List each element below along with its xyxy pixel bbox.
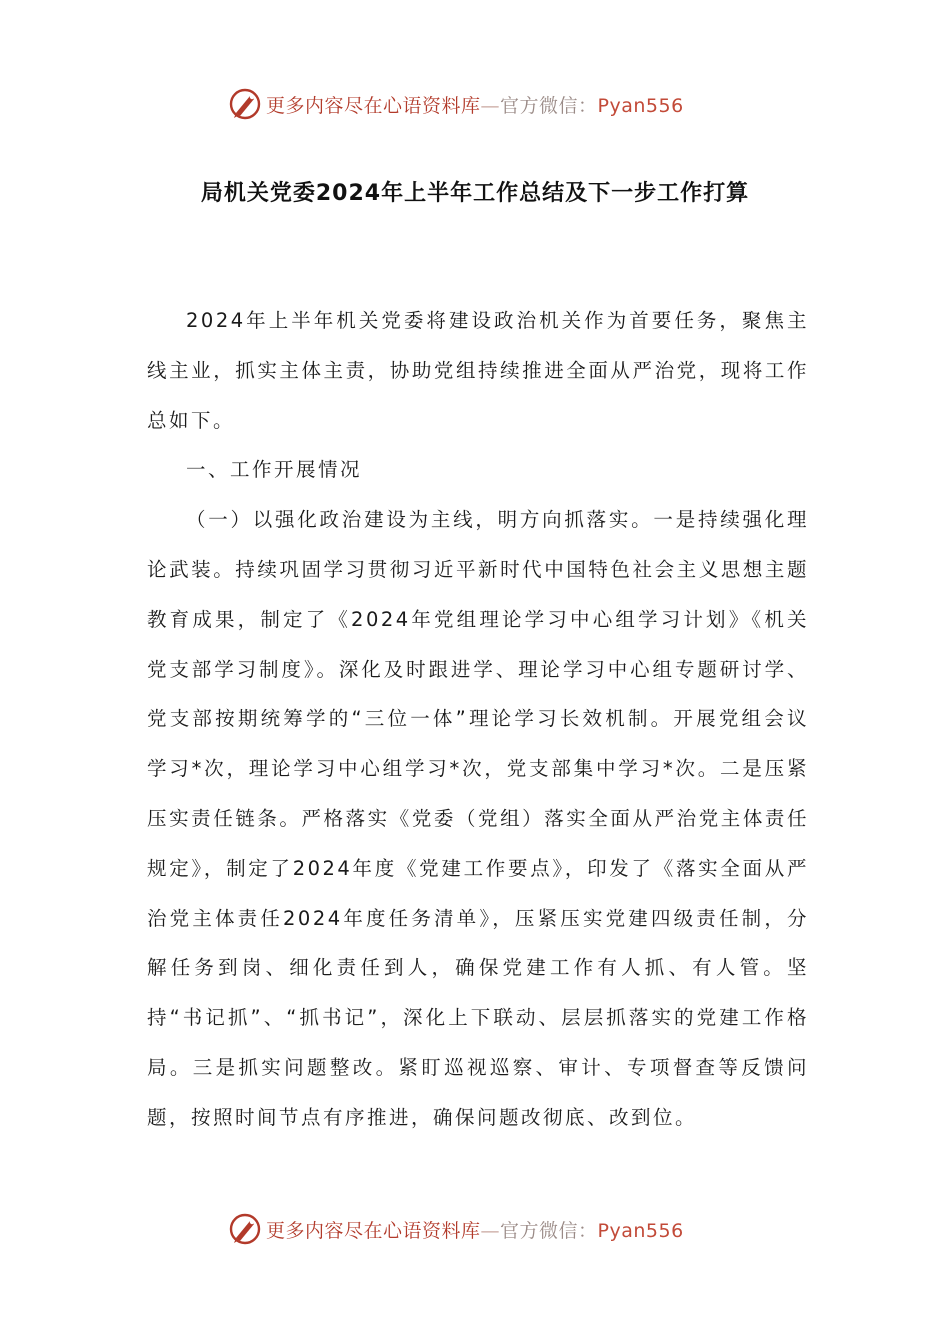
banner-wechat-label: 官方微信： <box>500 1219 598 1242</box>
document-body <box>147 296 809 1143</box>
banner-dash: — <box>480 1219 501 1242</box>
pen-circle-logo-icon <box>228 1212 262 1246</box>
banner-wechat-handle: Pyan556 <box>597 94 684 117</box>
section-heading: 一、工作开展情况 <box>186 458 363 482</box>
banner-caption <box>266 1216 684 1243</box>
banner-wechat-label: 官方微信： <box>500 94 598 117</box>
banner-site-name: 更多内容尽在心语资料库 <box>266 1219 481 1242</box>
banner-caption <box>266 91 684 118</box>
pen-circle-logo-icon <box>228 87 262 121</box>
watermark-banner-top <box>228 86 684 122</box>
banner-site-name: 更多内容尽在心语资料库 <box>266 94 481 117</box>
banner-wechat-handle: Pyan556 <box>597 1219 684 1242</box>
watermark-banner-bottom <box>228 1211 684 1247</box>
paragraph-intro: 2024年上半年机关党委将建设政治机关作为首要任务，聚焦主线主业，抓实主体主责，协助党组持续推进全面从严治党，现将工作总如下。 <box>147 309 809 432</box>
banner-dash: — <box>480 94 501 117</box>
document-title: 局机关党委2024年上半年工作总结及下一步工作打算 <box>200 181 750 206</box>
paragraph-section-1: （一）以强化政治建设为主线，明方向抓落实。一是持续强化理论武装。持续巩固学习贯彻习近平新时代中国特色社会主义思想主题教育成果，制定了《2024年党组理论学习中心组学习计划》《机关党支部学习制度》。深化及时跟进学、理论学习中心组专题研讨学、党支部按期统筹学的“三位一体”理论学习长效机制。开展党组会议学习*次，理论学习中心组学习*次，党支部集中学习*次。二是压紧压实责任链条。严格落实《党委（党组）落实全面从严治党主体责任规定》，制定了2024年度《党建工作要点》，印发了《落实全面从严治党主体责任2024年度任务清单》，压紧压实党建四级责任制，分解任务到岗、细化责任到人，确保党建工作有人抓、有人管。坚持“书记抓”、“抓书记”，深化上下联动、层层抓落实的党建工作格局。三是抓实问题整改。紧盯巡视巡察、审计、专项督查等反馈问题，按照时间节点有序推进，确保问题改彻底、改到位。 <box>147 508 809 1129</box>
